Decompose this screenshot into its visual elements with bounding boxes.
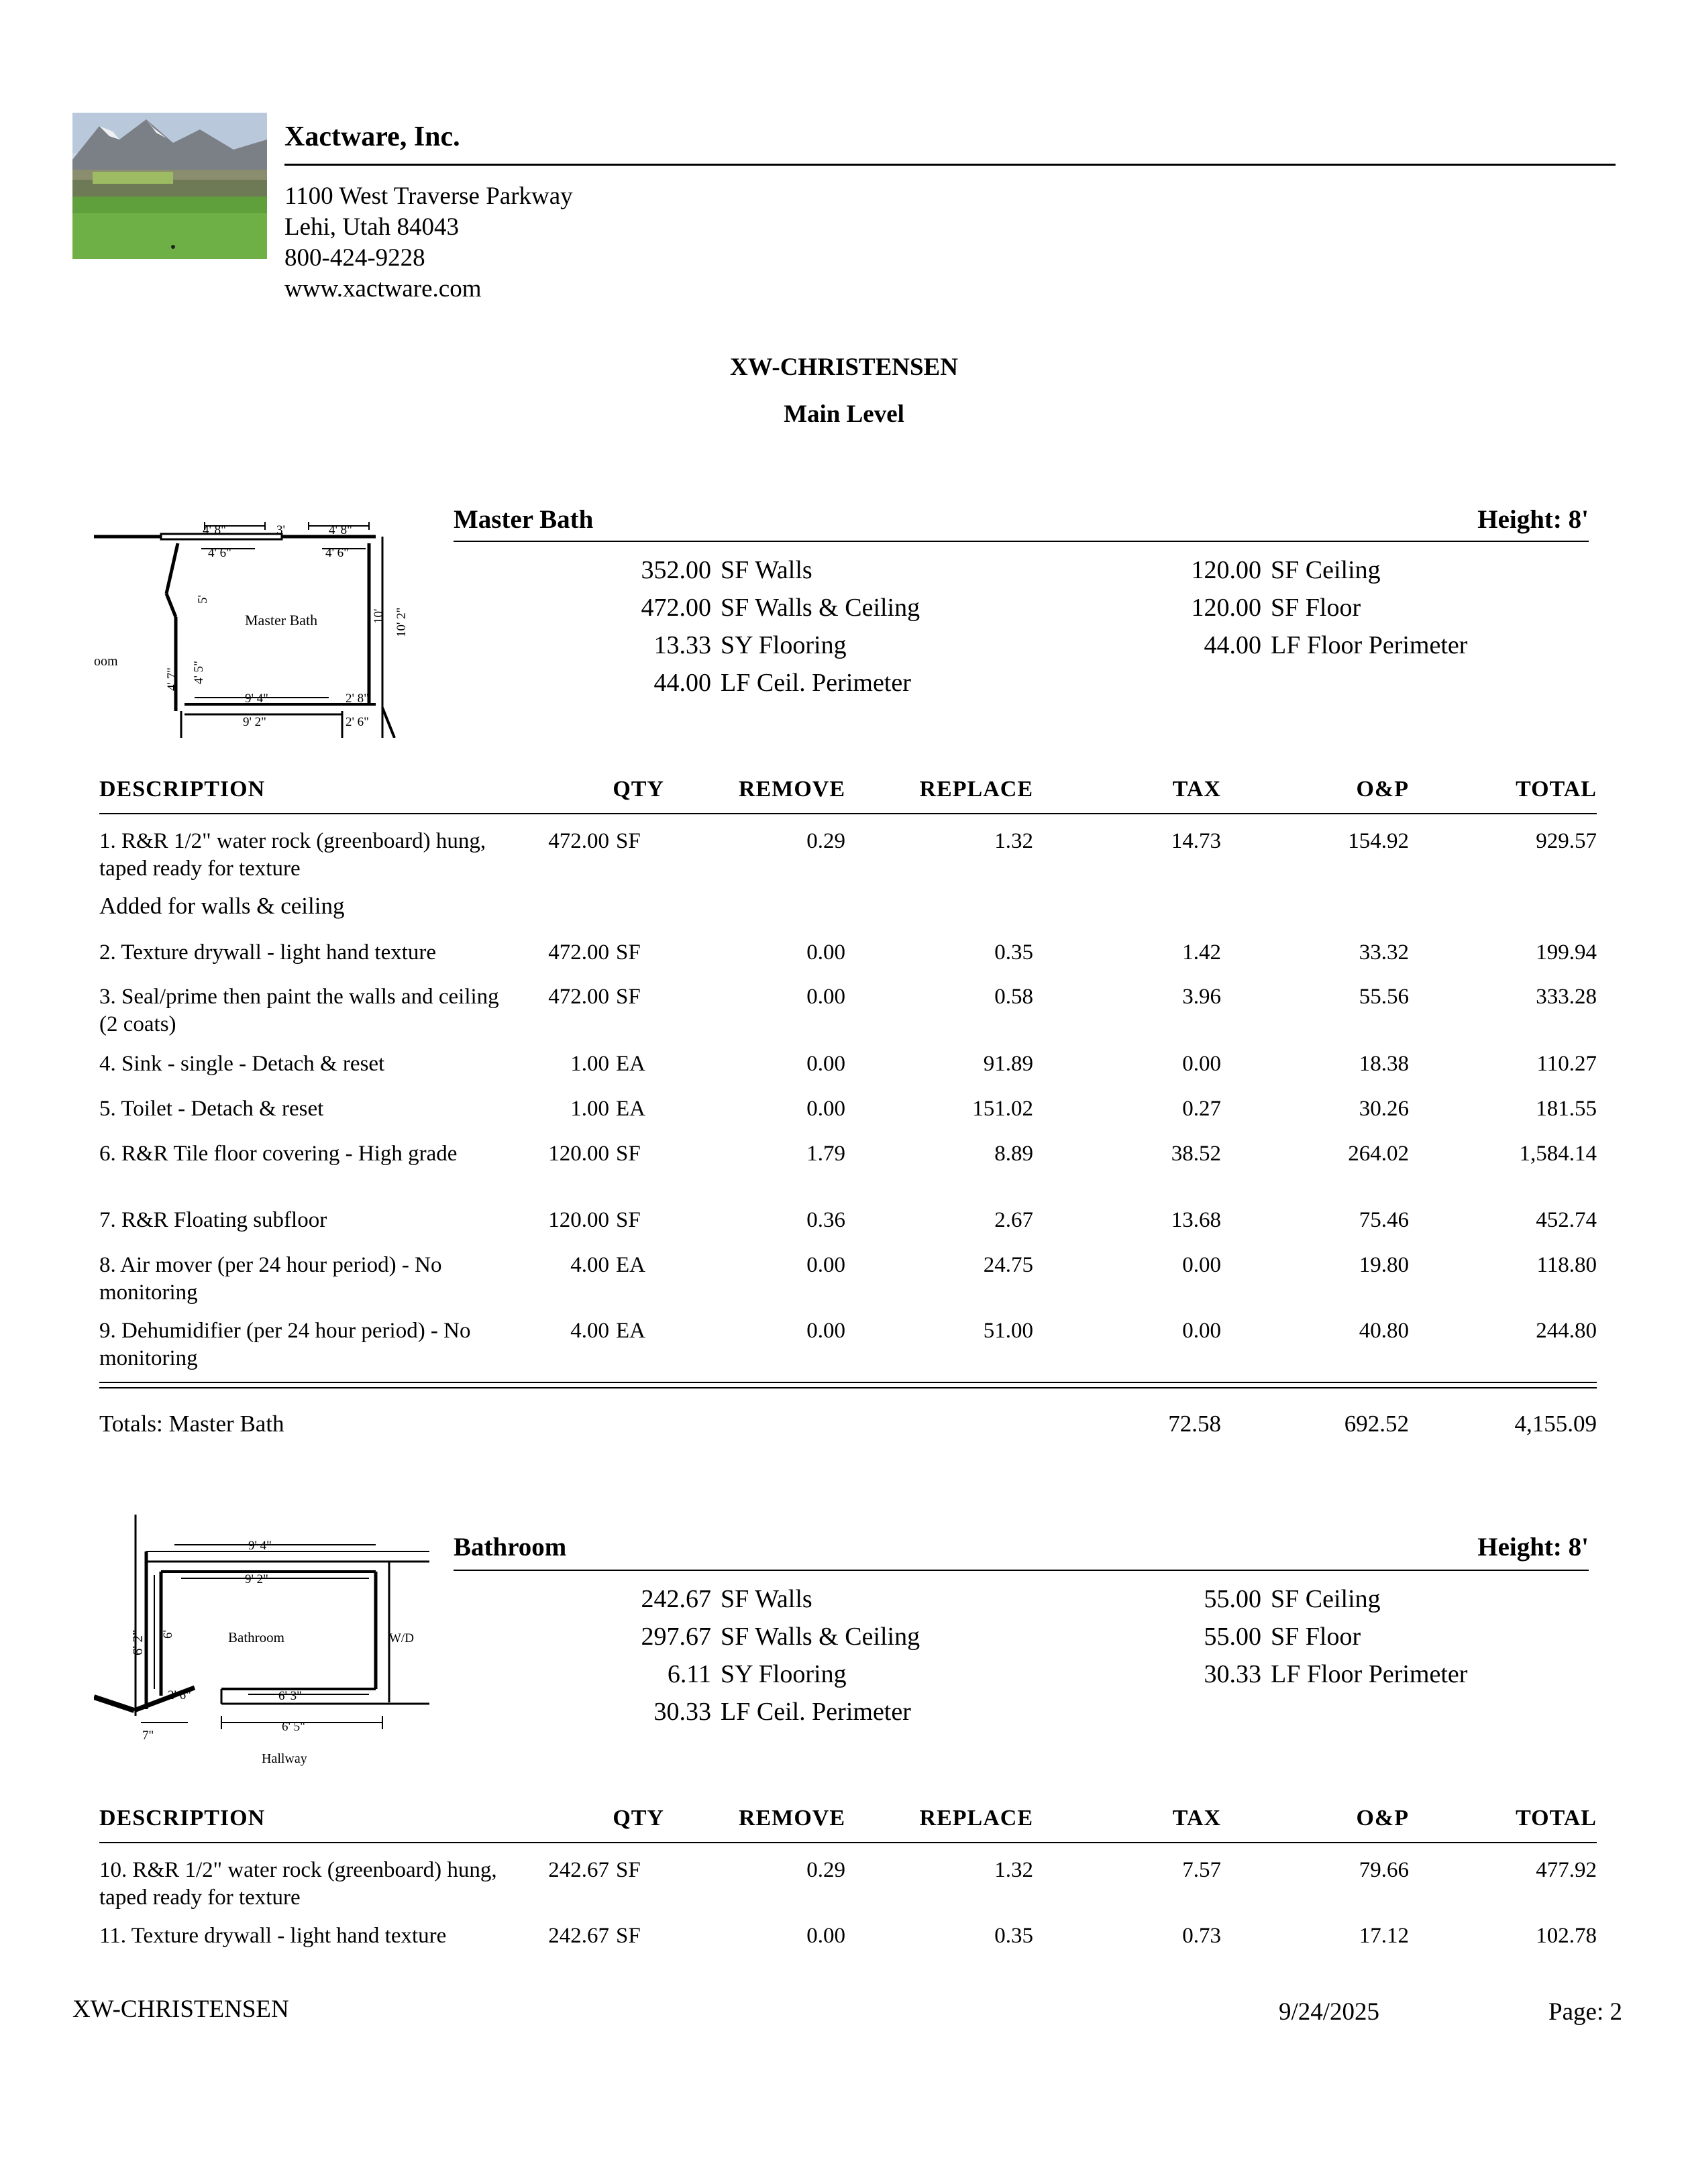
meas-value: 44.00	[1204, 631, 1261, 659]
item-tax: 1.42	[1182, 940, 1221, 965]
company-website: www.xactware.com	[284, 275, 482, 303]
level-title: Main Level	[784, 400, 904, 428]
totals-label: Totals: Master Bath	[99, 1411, 284, 1437]
item-description: 1. R&R 1/2" water rock (greenboard) hung, taped ready for texture	[99, 829, 486, 881]
sketch-dim-bottom4: 6' 5"	[282, 1720, 305, 1734]
item-tax: 38.52	[1171, 1142, 1221, 1166]
sketch-dim-top1: 4' 8"	[203, 523, 226, 537]
col-tax: TAX	[1172, 1806, 1221, 1831]
measurement-row	[590, 1580, 920, 1618]
measurements-left	[590, 551, 920, 702]
col-remove: REMOVE	[739, 1806, 845, 1831]
meas-value: 352.00	[641, 556, 711, 584]
item-qty: 472.00	[548, 940, 609, 965]
item-remove: 0.00	[806, 1097, 845, 1121]
item-total: 102.78	[1536, 1924, 1597, 1948]
meas-label: LF Ceil. Perimeter	[721, 669, 911, 697]
measurement-row	[1141, 1655, 1467, 1693]
meas-label: SF Walls	[721, 1585, 812, 1613]
item-replace: 151.02	[972, 1097, 1033, 1121]
measurement-row	[1141, 1580, 1467, 1618]
measurement-row	[590, 626, 920, 664]
bathroom-sketch	[94, 1515, 429, 1776]
col-qty: QTY	[613, 777, 664, 802]
item-remove: 0.00	[806, 1924, 845, 1948]
item-unit: EA	[616, 1319, 645, 1343]
sketch-dim-top3: 4' 8"	[329, 523, 352, 537]
item-tax: 14.73	[1171, 829, 1221, 853]
item-replace: 2.67	[994, 1208, 1033, 1232]
measurement-row	[1141, 626, 1467, 664]
meas-value: 120.00	[1191, 594, 1261, 622]
item-qty: 4.00	[570, 1319, 609, 1343]
meas-label: SF Walls & Ceiling	[721, 594, 920, 622]
company-name: Xactware, Inc.	[284, 121, 460, 152]
estimate-title: XW-CHRISTENSEN	[730, 353, 958, 381]
item-tax: 7.57	[1182, 1858, 1221, 1882]
item-unit: SF	[616, 940, 641, 965]
company-phone: 800-424-9228	[284, 244, 425, 272]
meas-value: 242.67	[641, 1585, 711, 1613]
room-title-master-bath: Master Bath	[454, 505, 594, 534]
item-total: 110.27	[1536, 1052, 1597, 1076]
item-op: 154.92	[1348, 829, 1409, 853]
item-op: 75.46	[1359, 1208, 1409, 1232]
room-height-master-bath: Height: 8'	[1477, 505, 1589, 534]
totals-total: 4,155.09	[1514, 1411, 1597, 1437]
item-description: 6. R&R Tile floor covering - High grade	[99, 1142, 458, 1166]
measurement-row	[1141, 589, 1467, 626]
col-description: DESCRIPTION	[99, 1806, 266, 1831]
measurement-row	[1141, 551, 1467, 589]
room-height-bathroom: Height: 8'	[1477, 1533, 1589, 1562]
measurement-row	[590, 1618, 920, 1655]
sketch-dim-side2: 10'	[372, 608, 386, 624]
sketch-dim-left1: 4' 7"	[165, 667, 179, 691]
item-tax: 13.68	[1171, 1208, 1221, 1232]
meas-label: SY Flooring	[721, 1660, 847, 1688]
item-tax: 0.27	[1182, 1097, 1221, 1121]
item-tax: 0.00	[1182, 1052, 1221, 1076]
meas-value: 44.00	[653, 669, 711, 697]
item-op: 18.38	[1359, 1052, 1409, 1076]
item-description: 2. Texture drywall - light hand texture	[99, 940, 437, 965]
sketch-adjacent-wd: W/D	[389, 1631, 414, 1645]
item-qty: 242.67	[548, 1924, 609, 1948]
item-note: Added for walls & ceiling	[99, 893, 345, 919]
item-description: 8. Air mover (per 24 hour period) - No monitoring	[99, 1253, 442, 1305]
room-title-bathroom: Bathroom	[454, 1533, 567, 1562]
item-replace: 1.32	[994, 1858, 1033, 1882]
item-total: 1,584.14	[1519, 1142, 1597, 1166]
item-tax: 0.73	[1182, 1924, 1221, 1948]
sketch-dim-left1: 6' 2"	[129, 1629, 146, 1655]
room-rule	[454, 1570, 1589, 1571]
item-replace: 1.32	[994, 829, 1033, 853]
sketch-dim-left2: 4' 5"	[192, 661, 206, 684]
meas-label: SF Floor	[1271, 1623, 1361, 1651]
item-unit: EA	[616, 1097, 645, 1121]
address-line2: Lehi, Utah 84043	[284, 213, 459, 241]
room-rule	[454, 541, 1589, 542]
sketch-dim-bottom2: 6' 3"	[278, 1689, 302, 1703]
meas-value: 30.33	[653, 1698, 711, 1726]
measurement-row	[590, 551, 920, 589]
sketch-dim-bottom4: 2' 6"	[346, 715, 369, 729]
item-qty: 242.67	[548, 1858, 609, 1882]
item-remove: 0.36	[806, 1208, 845, 1232]
item-total: 118.80	[1536, 1253, 1597, 1277]
item-description: 11. Texture drywall - light hand texture	[99, 1924, 447, 1948]
item-qty: 120.00	[548, 1142, 609, 1166]
item-description: 4. Sink - single - Detach & reset	[99, 1052, 385, 1076]
item-total: 244.80	[1536, 1319, 1597, 1343]
item-op: 264.02	[1348, 1142, 1409, 1166]
item-replace: 0.35	[994, 940, 1033, 965]
meas-value: 297.67	[641, 1623, 711, 1651]
totals-rule-top	[99, 1382, 1597, 1383]
item-op: 79.66	[1359, 1858, 1409, 1882]
totals-rule-bottom	[99, 1387, 1597, 1388]
item-replace: 8.89	[994, 1142, 1033, 1166]
col-op: O&P	[1356, 777, 1409, 802]
item-qty: 472.00	[548, 829, 609, 853]
sketch-dim-left2: 6'	[161, 1630, 175, 1639]
item-description: 9. Dehumidifier (per 24 hour period) - No monitoring	[99, 1319, 471, 1370]
item-remove: 1.79	[806, 1142, 845, 1166]
meas-label: SF Ceiling	[1271, 1585, 1381, 1613]
measurements-right	[1141, 551, 1467, 664]
item-tax: 0.00	[1182, 1253, 1221, 1277]
item-op: 33.32	[1359, 940, 1409, 965]
item-description: 3. Seal/prime then paint the walls and ceiling (2 coats)	[99, 985, 499, 1036]
meas-value: 6.11	[667, 1660, 711, 1688]
measurement-row	[590, 664, 920, 702]
meas-label: SF Floor	[1271, 594, 1361, 622]
col-op: O&P	[1356, 1806, 1409, 1831]
item-op: 40.80	[1359, 1319, 1409, 1343]
measurement-row	[590, 1693, 920, 1731]
item-unit: SF	[616, 1924, 641, 1948]
item-replace: 24.75	[983, 1253, 1033, 1277]
item-unit: SF	[616, 829, 641, 853]
measurement-row	[590, 589, 920, 626]
meas-value: 55.00	[1204, 1585, 1261, 1613]
totals-op: 692.52	[1344, 1411, 1409, 1437]
meas-label: SF Ceiling	[1271, 556, 1381, 584]
sketch-room-label: Bathroom	[228, 1629, 284, 1645]
meas-label: LF Ceil. Perimeter	[721, 1698, 911, 1726]
col-qty: QTY	[613, 1806, 664, 1831]
item-total: 199.94	[1536, 940, 1597, 965]
item-tax: 3.96	[1182, 985, 1221, 1009]
item-qty: 472.00	[548, 985, 609, 1009]
sketch-dim-bottom1: 9' 4"	[245, 692, 268, 706]
col-tax: TAX	[1172, 777, 1221, 802]
item-unit: SF	[616, 1208, 641, 1232]
sketch-dim-bottom3: 9' 2"	[243, 715, 266, 729]
measurements-left	[590, 1580, 920, 1731]
item-unit: SF	[616, 1142, 641, 1166]
item-replace: 91.89	[983, 1052, 1033, 1076]
meas-value: 13.33	[653, 631, 711, 659]
sketch-dim-side1: 5'	[196, 595, 210, 604]
item-op: 17.12	[1359, 1924, 1409, 1948]
table-header-rule	[99, 1842, 1597, 1843]
address-line1: 1100 West Traverse Parkway	[284, 182, 573, 210]
item-description: 10. R&R 1/2" water rock (greenboard) hung, taped ready for texture	[99, 1858, 497, 1910]
sketch-dim-side3: 10' 2"	[394, 607, 409, 637]
item-op: 55.56	[1359, 985, 1409, 1009]
meas-value: 120.00	[1191, 556, 1261, 584]
item-qty: 1.00	[570, 1097, 609, 1121]
item-remove: 0.00	[806, 1052, 845, 1076]
item-remove: 0.00	[806, 1319, 845, 1343]
header-rule	[284, 164, 1616, 166]
measurements-right	[1141, 1580, 1467, 1693]
sketch-dim-bottom1: 2' 6"	[168, 1688, 191, 1702]
meas-value: 472.00	[641, 594, 711, 622]
item-unit: EA	[616, 1253, 645, 1277]
item-qty: 120.00	[548, 1208, 609, 1232]
item-remove: 0.00	[806, 985, 845, 1009]
table-header-rule	[99, 813, 1597, 814]
item-unit: SF	[616, 1858, 641, 1882]
col-replace: REPLACE	[919, 1806, 1033, 1831]
meas-label: SY Flooring	[721, 631, 847, 659]
sketch-dim-top2: 9' 2"	[245, 1572, 268, 1586]
measurement-row	[1141, 1618, 1467, 1655]
item-total: 181.55	[1536, 1097, 1597, 1121]
item-total: 929.57	[1536, 829, 1597, 853]
item-replace: 0.58	[994, 985, 1033, 1009]
item-op: 30.26	[1359, 1097, 1409, 1121]
meas-value: 55.00	[1204, 1623, 1261, 1651]
item-description: 7. R&R Floating subfloor	[99, 1208, 327, 1232]
meas-label: SF Walls & Ceiling	[721, 1623, 920, 1651]
item-tax: 0.00	[1182, 1319, 1221, 1343]
item-replace: 0.35	[994, 1924, 1033, 1948]
col-remove: REMOVE	[739, 777, 845, 802]
item-unit: EA	[616, 1052, 645, 1076]
item-total: 477.92	[1536, 1858, 1597, 1882]
item-unit: SF	[616, 985, 641, 1009]
sketch-dim-inner1: 4' 6"	[208, 546, 231, 560]
meas-label: LF Floor Perimeter	[1271, 1660, 1468, 1688]
sketch-dim-bottom3: 7"	[142, 1729, 154, 1743]
footer-estimate-name: XW-CHRISTENSEN	[72, 1996, 289, 2023]
item-total: 452.74	[1536, 1208, 1597, 1232]
item-remove: 0.29	[806, 1858, 845, 1882]
meas-label: SF Walls	[721, 556, 812, 584]
col-description: DESCRIPTION	[99, 777, 266, 802]
col-total: TOTAL	[1516, 1806, 1597, 1831]
totals-tax: 72.58	[1168, 1411, 1221, 1437]
sketch-dim-bottom2: 2' 8"	[346, 692, 369, 706]
company-address	[284, 181, 573, 305]
sketch-dim-inner2: 4' 6"	[325, 546, 349, 560]
footer-page: Page: 2	[1548, 1998, 1622, 2026]
item-total: 333.28	[1536, 985, 1597, 1009]
footer-date: 9/24/2025	[1279, 1998, 1380, 2026]
sketch-room-label: Master Bath	[245, 612, 318, 629]
meas-value: 30.33	[1204, 1660, 1261, 1688]
company-landscape-photo	[72, 113, 267, 259]
item-remove: 0.00	[806, 1253, 845, 1277]
item-description: 5. Toilet - Detach & reset	[99, 1097, 324, 1121]
item-remove: 0.00	[806, 940, 845, 965]
item-replace: 51.00	[983, 1319, 1033, 1343]
measurement-row	[590, 1655, 920, 1693]
meas-label: LF Floor Perimeter	[1271, 631, 1468, 659]
col-total: TOTAL	[1516, 777, 1597, 802]
sketch-adjacent-room: oom	[94, 654, 118, 669]
item-op: 19.80	[1359, 1253, 1409, 1277]
item-remove: 0.29	[806, 829, 845, 853]
col-replace: REPLACE	[919, 777, 1033, 802]
item-qty: 4.00	[570, 1253, 609, 1277]
sketch-adjacent-hallway: Hallway	[262, 1751, 307, 1766]
item-qty: 1.00	[570, 1052, 609, 1076]
sketch-dim-top2: 3'	[276, 523, 285, 537]
sketch-dim-top1: 9' 4"	[248, 1539, 272, 1553]
master-bath-sketch	[94, 510, 429, 738]
